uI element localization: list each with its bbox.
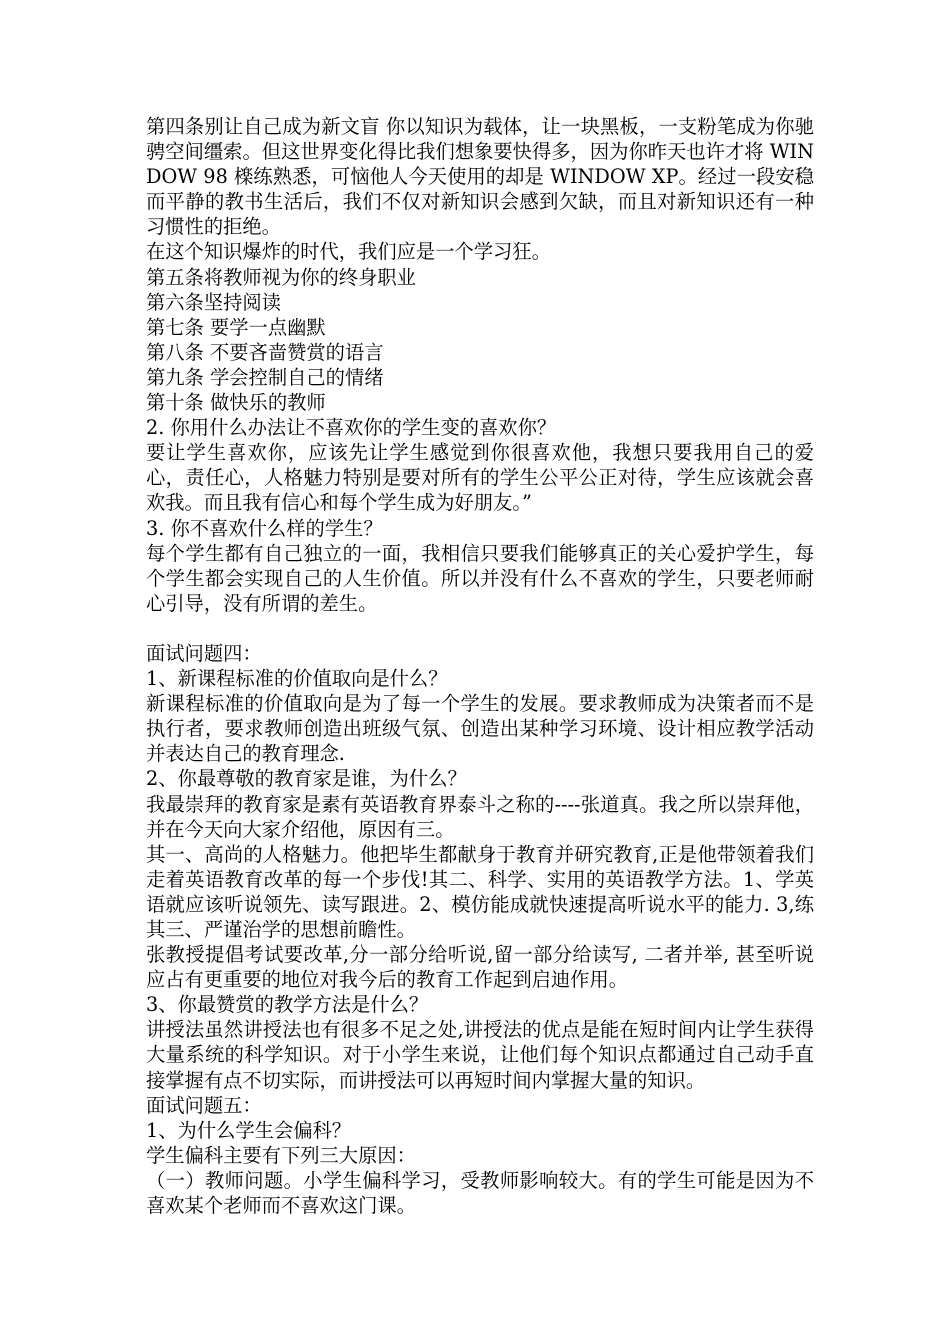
answer-paragraph-2: 要让学生喜欢你，应该先让学生感觉到你很喜欢他，我想只要我用自己的爱心，责任心，人格魅力特别是要对所有的学生公平公正对待，学生应该就会喜欢我。而且我有信心和每个学生成为好朋友。” <box>146 441 814 515</box>
answer-paragraph-5-1a: 学生偏科主要有下列三大原因： <box>146 1143 416 1167</box>
paragraph-article-6: 第六条坚持阅读 <box>146 290 281 314</box>
paragraph-article-8: 第八条 不要吝啬赞赏的语言 <box>146 340 384 364</box>
answer-paragraph-4-3: 讲授法虽然讲授法也有很多不足之处,讲授法的优点是能在短时间内让学生获得大量系统的科学知识。对于小学生来说，让他们每个知识点都通过自己动手直接掌握有点不切实际，而讲授法可以再短时间内掌握大量的知识。 <box>146 1018 814 1092</box>
section-heading-interview-5: 面试问题五： <box>146 1093 262 1117</box>
question-heading-4-1: 1、新课程标准的价值取向是什么？ <box>146 667 448 691</box>
paragraph-article-7: 第七条 要学一点幽默 <box>146 315 326 339</box>
section-heading-interview-4: 面试问题四： <box>146 641 262 665</box>
paragraph-article-10: 第十条 做快乐的教师 <box>146 391 326 415</box>
paragraph-article-4: 第四条别让自己成为新文盲 你以知识为载体，让一块黑板，一支粉笔成为你驰骋空间缰索。但这世界变化得比我们想象要快得多，因为你昨天也许才将 WINDOW 98 檪练熟悉，可恼他人今天使用的却是 WINDOW XP。经过一段安稳而平静的教书生活后，我们不仅对新知识会感到欠缺，而且对新知识还有一种习惯性的拒绝。 <box>146 115 814 239</box>
answer-paragraph-4-1: 新课程标准的价值取向是为了每一个学生的发展。要求教师成为决策者而不是执行者，要求教师创造出班级气氛、创造出某种学习环境、设计相应教学活动并表达自己的教育理念. <box>146 692 814 766</box>
question-heading-3: 3. 你不喜欢什么样的学生？ <box>146 516 383 540</box>
answer-paragraph-5-1b: （一）教师问题。小学生偏科学习，受教师影响较大。有的学生可能是因为不喜欢某个老师而不喜欢这门课。 <box>146 1168 814 1218</box>
question-heading-4-2: 2、你最尊敬的教育家是谁，为什么？ <box>146 767 467 791</box>
blank-line <box>146 616 814 641</box>
question-heading-2: 2. 你用什么办法让不喜欢你的学生变的喜欢你？ <box>146 416 557 440</box>
answer-paragraph-3: 每个学生都有自己独立的一面，我相信只要我们能够真正的关心爱护学生，每个学生都会实现自己的人生价值。所以并没有什么不喜欢的学生，只要老师耐心引导，没有所谓的差生。 <box>146 541 814 615</box>
answer-paragraph-4-2b: 其一、高尚的人格魅力。他把毕生都献身于教育并研究教育,正是他带领着我们走着英语教育改革的每一个步伐!其二、科学、实用的英语教学方法。1、学英语就应该听说领先、读写跟进。2、模仿能成就快速提高听说水平的能力. 3,练 其三、严谨治学的思想前瞻性。 <box>146 842 814 941</box>
paragraph-article-9: 第九条 学会控制自己的情绪 <box>146 365 384 389</box>
question-heading-4-3: 3、你最赞赏的教学方法是什么？ <box>146 993 429 1017</box>
paragraph-article-5: 第五条将教师视为你的终身职业 <box>146 265 416 289</box>
answer-paragraph-4-2a: 我最崇拜的教育家是素有英语教育界泰斗之称的----张道真。我之所以崇拜他，并在今天向大家介绍他，原因有三。 <box>146 792 814 841</box>
question-heading-5-1: 1、为什么学生会偏科？ <box>146 1118 352 1142</box>
document-page <box>146 114 814 1218</box>
answer-paragraph-4-2c: 张教授提倡考试要改革,分一部分给听说,留一部分给读写, 二者并举, 甚至听说应占有更重要的地位对我今后的教育工作起到启迪作用。 <box>146 943 814 992</box>
paragraph-learning-mania: 在这个知识爆炸的时代，我们应是一个学习狂。 <box>146 240 551 264</box>
